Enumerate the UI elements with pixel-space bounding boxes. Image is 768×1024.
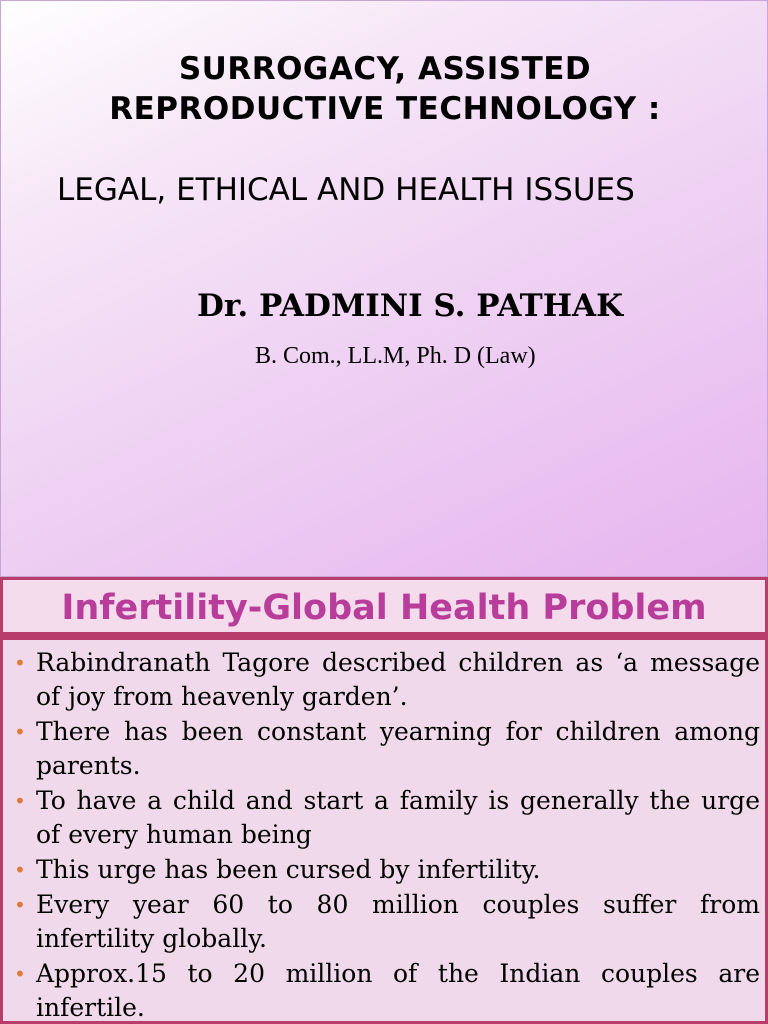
- slide-subtitle: LEGAL, ETHICAL AND HEALTH ISSUES: [57, 172, 635, 208]
- bullet-list: [14, 646, 760, 1024]
- bullet-icon: •: [14, 858, 26, 882]
- bullet-text: This urge has been cursed by infertility.: [36, 855, 541, 884]
- bullet-item: [14, 784, 760, 852]
- bullet-item: [14, 957, 760, 1024]
- bullet-text: To have a child and start a family is generally the urge of every human being: [36, 786, 760, 849]
- author-name: Dr. PADMINI S. PATHAK: [197, 288, 624, 324]
- bullet-text: Rabindranath Tagore described children as ‘a message of joy from heavenly garden’.: [36, 648, 760, 711]
- bullet-item: [14, 646, 760, 714]
- bullet-icon: •: [14, 893, 26, 917]
- bullet-icon: •: [14, 789, 26, 813]
- slide-title-line-2: REPRODUCTIVE TECHNOLOGY :: [109, 91, 661, 127]
- bullet-icon: •: [14, 651, 26, 675]
- bullet-icon: •: [14, 962, 26, 986]
- slide-heading: Infertility-Global Health Problem: [61, 588, 707, 628]
- content-slide: [0, 577, 768, 1024]
- bullet-text: Approx.15 to 20 million of the Indian couples are infertile.: [36, 959, 760, 1022]
- author-qualifications: B. Com., LL.M, Ph. D (Law): [255, 343, 536, 369]
- slide-title-line-1: SURROGACY, ASSISTED: [178, 51, 592, 87]
- bullet-text: There has been constant yearning for children among parents.: [36, 717, 760, 780]
- bullet-item: [14, 888, 760, 956]
- bullet-item: [14, 853, 760, 887]
- slide-title-bar: [3, 580, 765, 640]
- bullet-icon: •: [14, 720, 26, 744]
- slide-title: [1, 49, 768, 129]
- bullet-item: [14, 715, 760, 783]
- bullet-text: Every year 60 to 80 million couples suffer from infertility globally.: [36, 890, 760, 953]
